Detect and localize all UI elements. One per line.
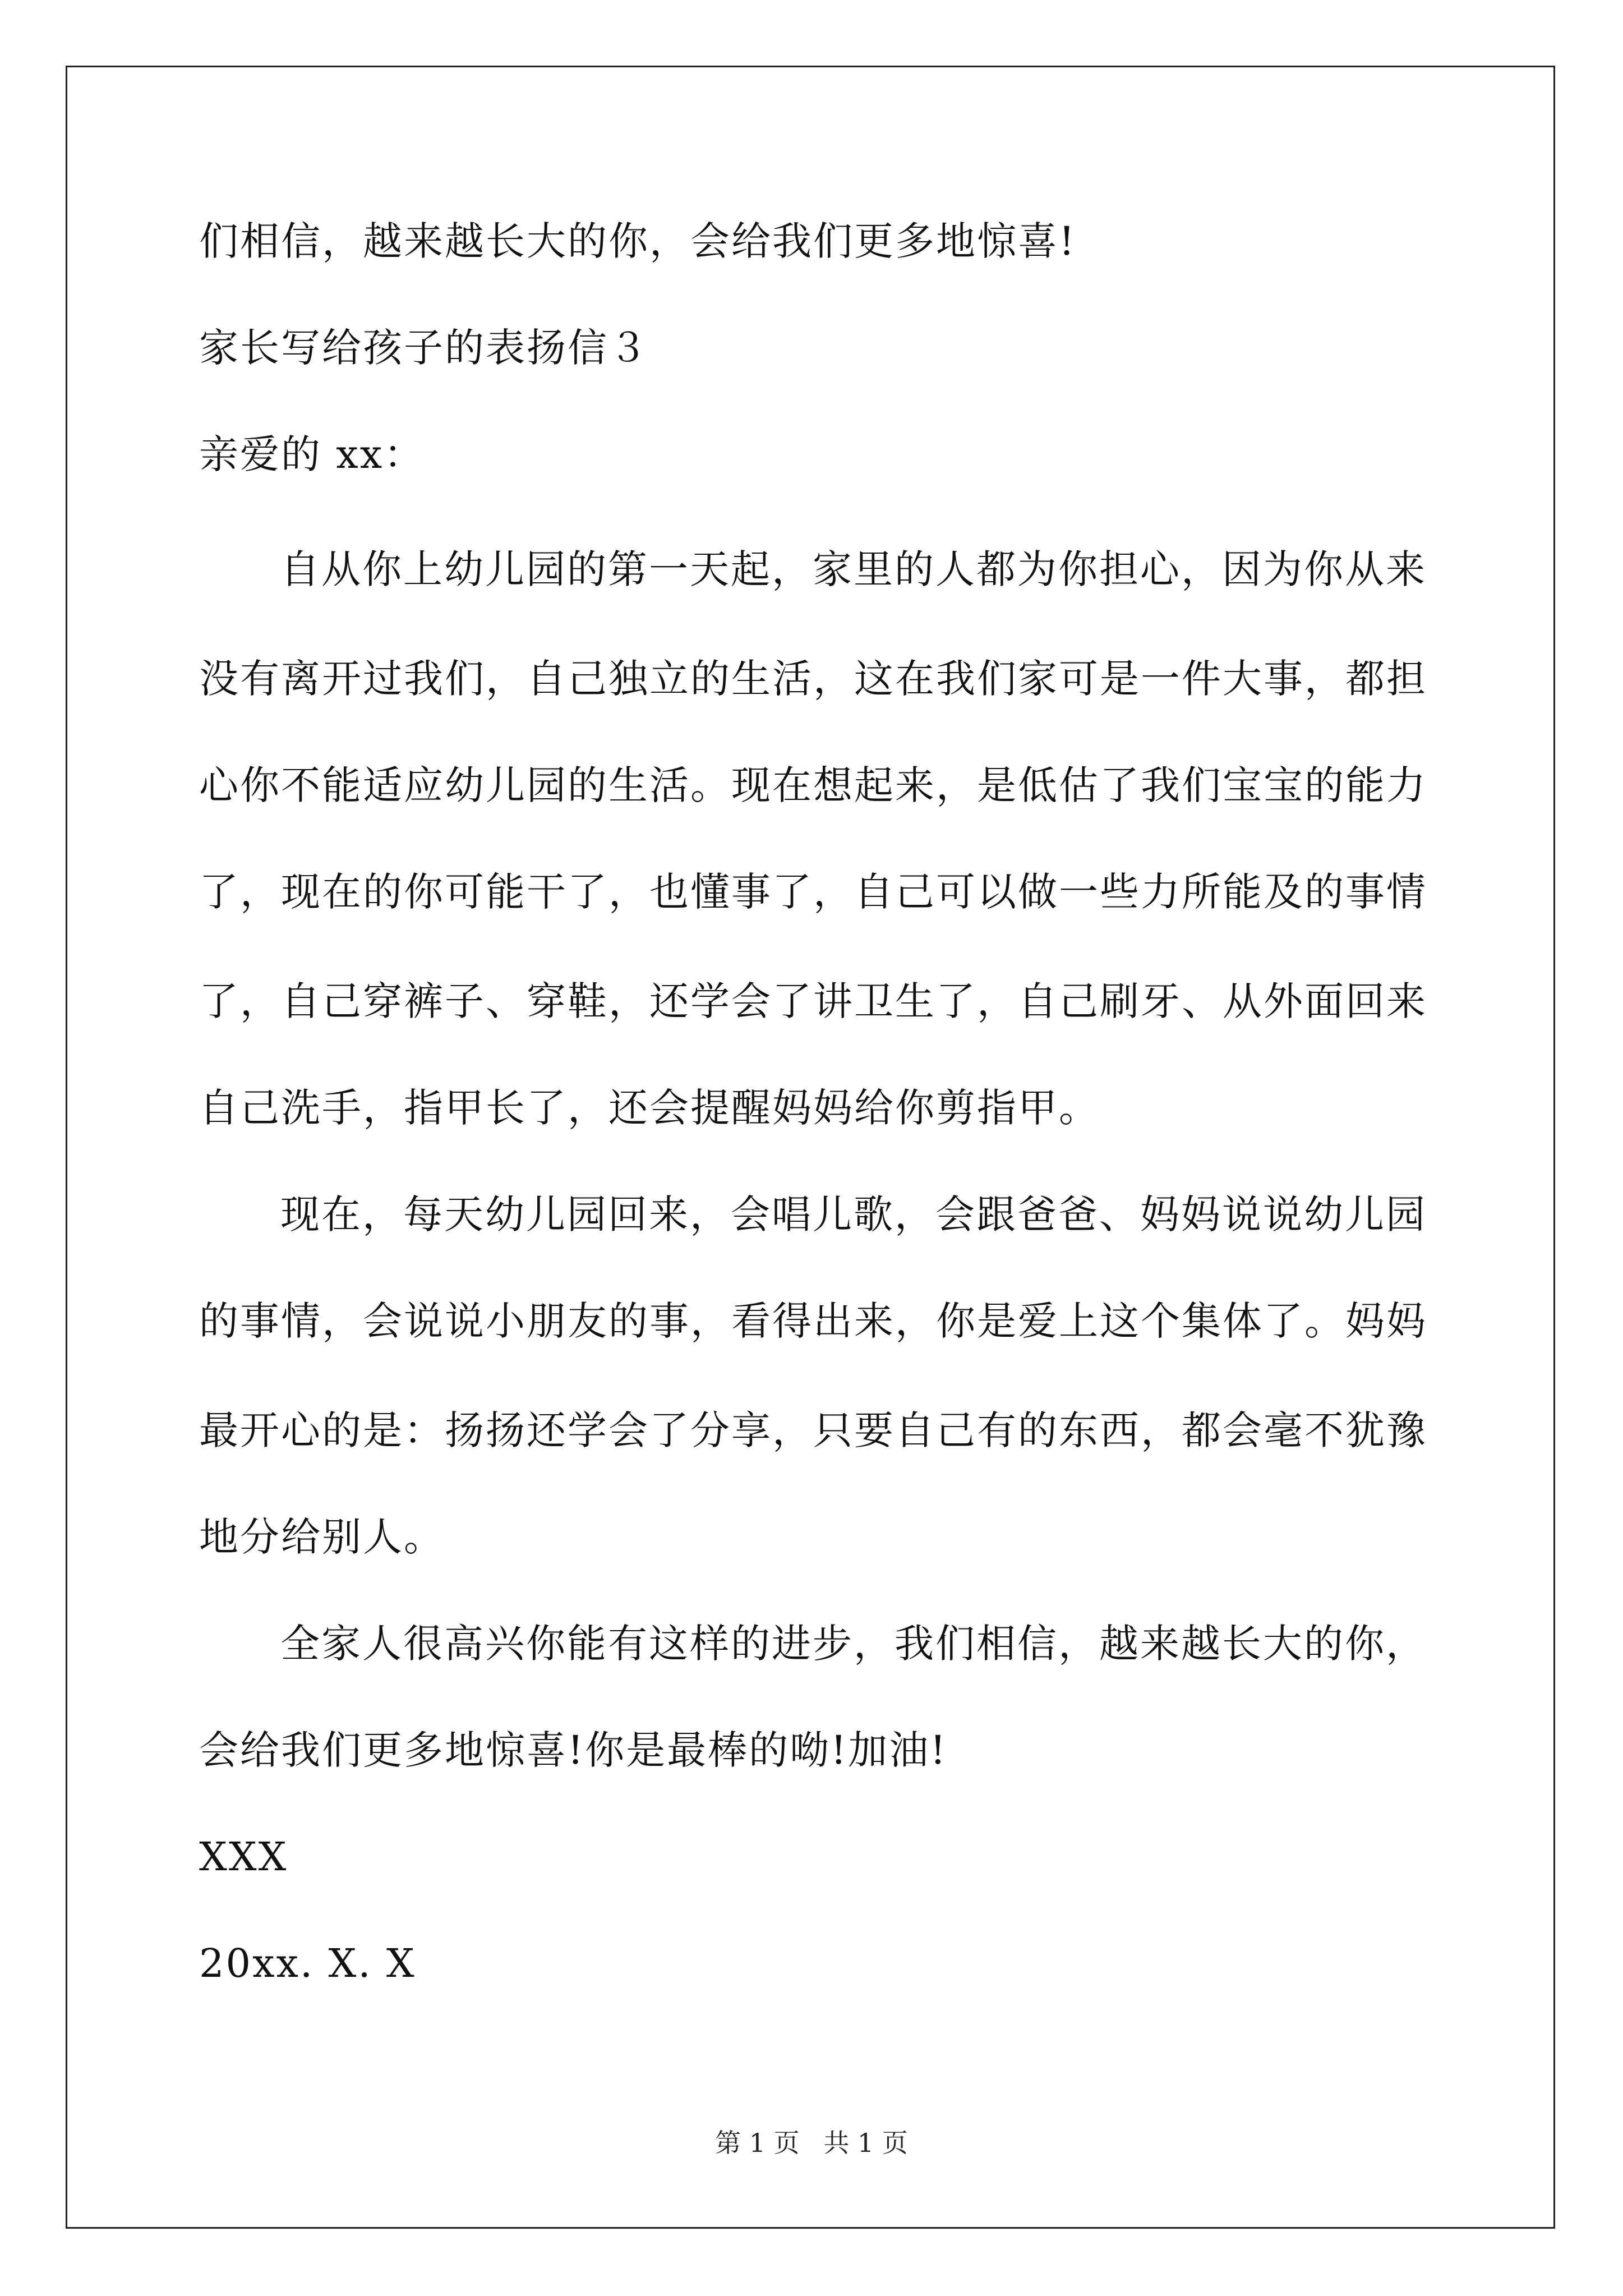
page-number-total: 共 1 页 bbox=[823, 2128, 908, 2158]
page-number-current: 第 1 页 bbox=[715, 2128, 800, 2158]
text-line: 们相信，越来越长大的你，会给我们更多地惊喜! bbox=[199, 218, 1077, 264]
paragraph-line: 现在，每天幼儿园回来，会唱儿歌，会跟爸爸、妈妈说说幼儿园 bbox=[280, 1191, 1427, 1237]
paragraph-line: 会给我们更多地惊喜!你是最棒的呦!加油! bbox=[199, 1727, 948, 1773]
paragraph-line: 了，现在的你可能干了，也懂事了，自己可以做一些力所能及的事情 bbox=[199, 869, 1427, 915]
date: 20xx. X. X bbox=[199, 1940, 416, 1986]
salutation: 亲爱的 xx： bbox=[199, 431, 425, 477]
paragraph-line: 全家人很高兴你能有这样的进步，我们相信，越来越长大的你， bbox=[280, 1621, 1427, 1667]
paragraph-line: 自己洗手，指甲长了，还会提醒妈妈给你剪指甲。 bbox=[199, 1085, 1100, 1131]
letter-title: 家长写给孩子的表扬信３ bbox=[199, 325, 649, 371]
page-footer bbox=[0, 2126, 1623, 2160]
paragraph-line: 了，自己穿裤子、穿鞋，还学会了讲卫生了，自己刷牙、从外面回来 bbox=[199, 978, 1427, 1024]
paragraph-line: 没有离开过我们，自己独立的生活，这在我们家可是一件大事，都担 bbox=[199, 656, 1427, 702]
signature: XXX bbox=[199, 1834, 288, 1880]
paragraph-line: 心你不能适应幼儿园的生活。现在想起来，是低估了我们宝宝的能力 bbox=[199, 762, 1427, 808]
page-border bbox=[66, 66, 1555, 2229]
paragraph-line: 自从你上幼儿园的第一天起，家里的人都为你担心，因为你从来 bbox=[280, 546, 1427, 592]
paragraph-line: 的事情，会说说小朋友的事，看得出来，你是爱上这个集体了。妈妈 bbox=[199, 1298, 1427, 1344]
paragraph-line: 地分给别人。 bbox=[199, 1514, 445, 1560]
paragraph-line: 最开心的是：扬扬还学会了分享，只要自己有的东西，都会毫不犹豫 bbox=[199, 1407, 1427, 1453]
